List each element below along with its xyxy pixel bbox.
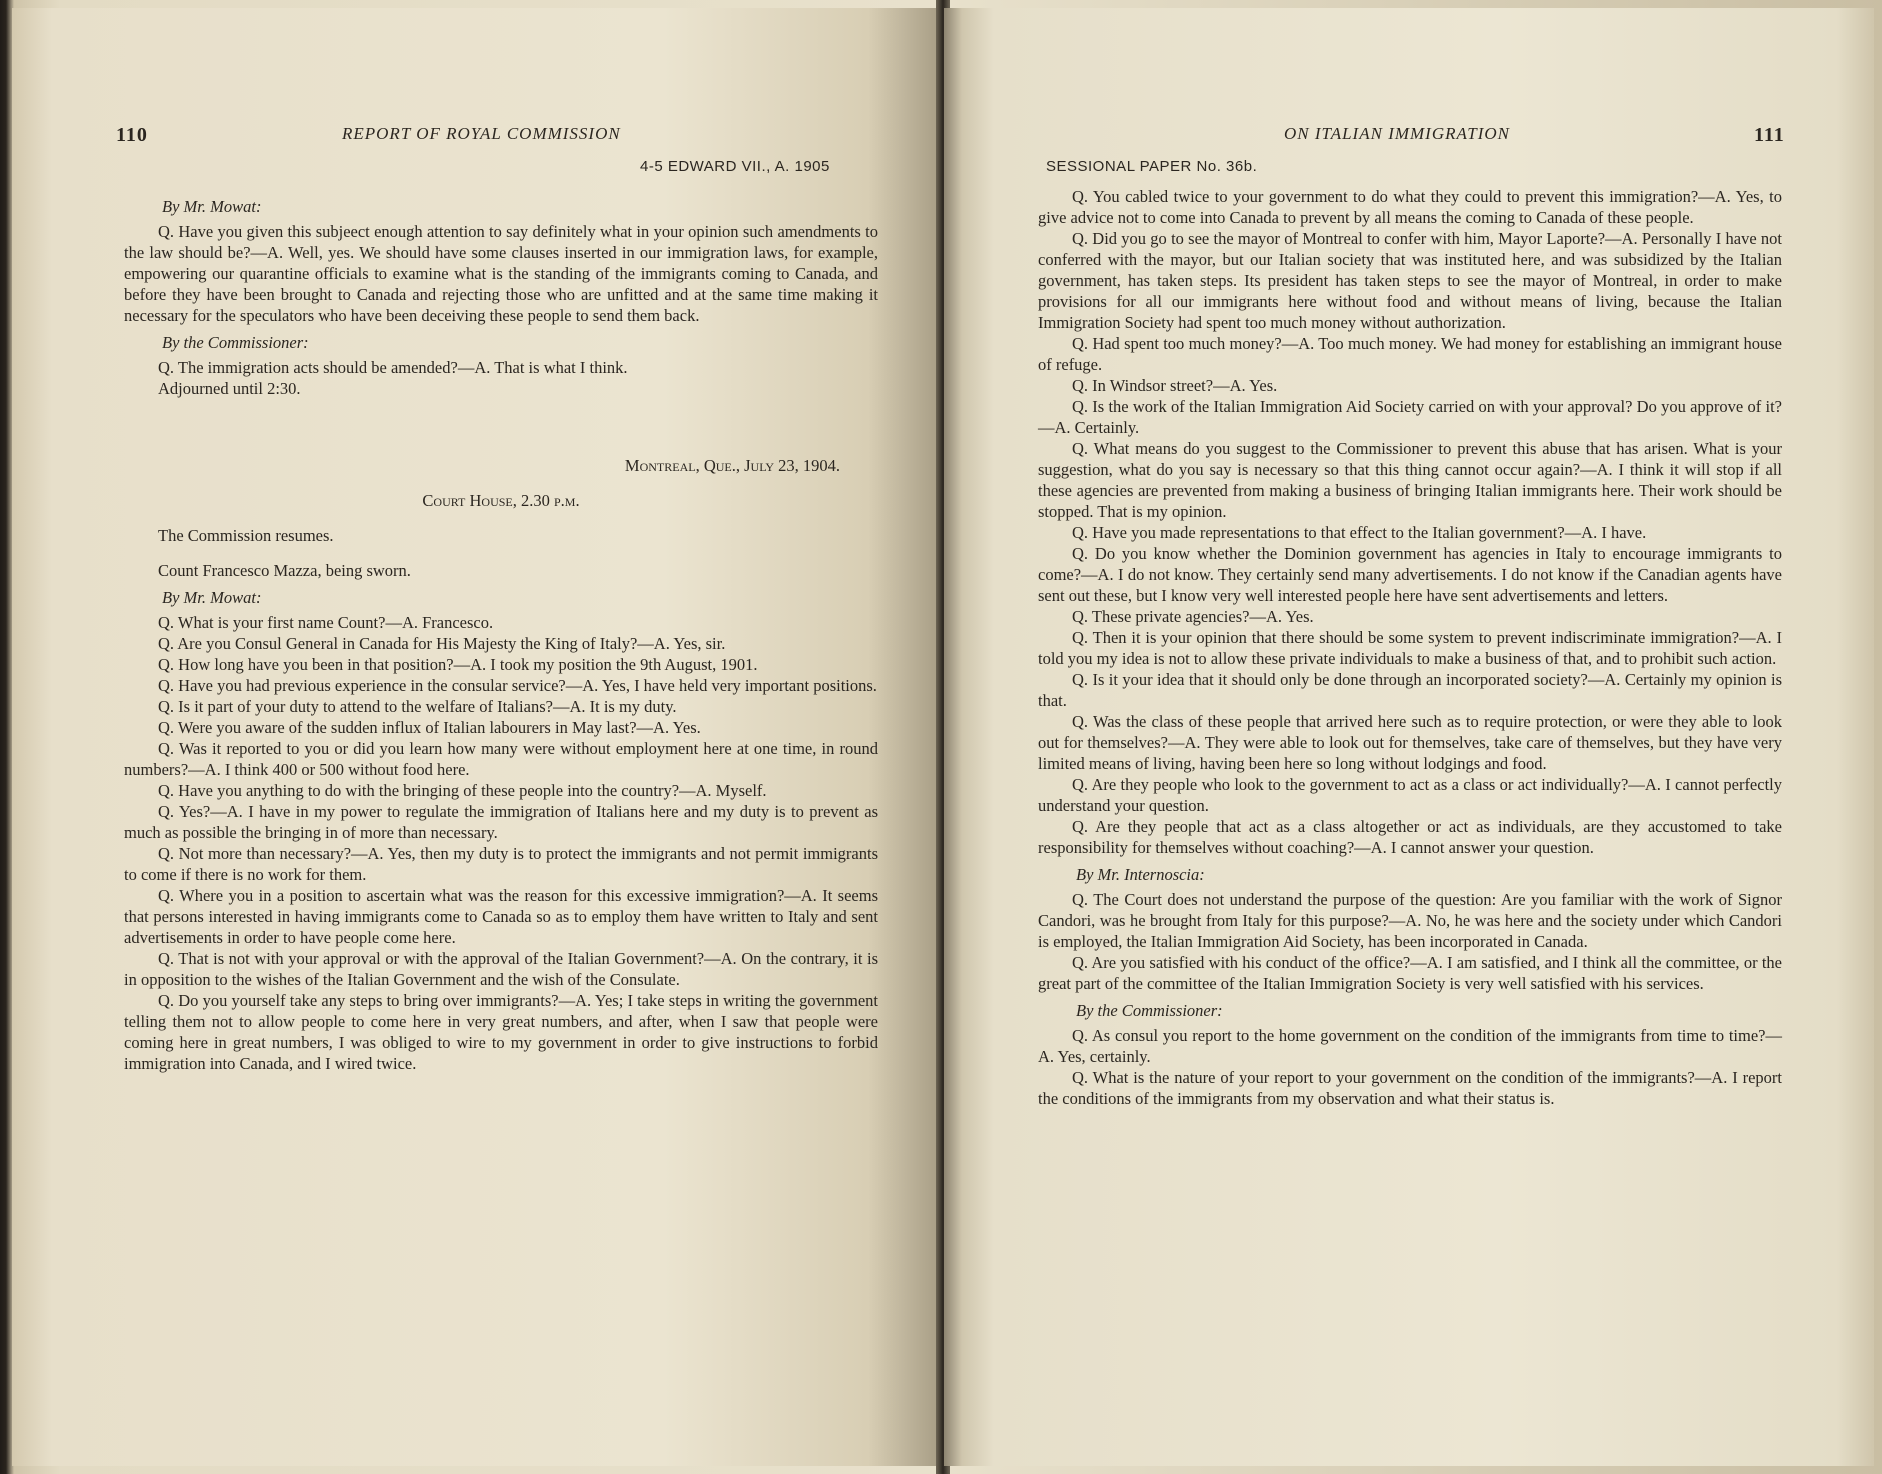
testimony-paragraph: The Commission resumes. [158,526,334,545]
testimony-paragraph: Q. Where you in a position to ascertain what was the reason for this excessive immigration?—A. It seems that persons interested in having immigrants come to Canada so as to employ them have written to Italy and sent advertisements in order to have people come here. [124,886,878,947]
examiner-heading: By Mr. Internoscia: [1076,865,1205,884]
spacer [124,427,878,441]
running-head: REPORT OF ROYAL COMMISSION [342,124,621,143]
dateline: Montreal, Que., July 23, 1904. [624,456,840,475]
testimony-paragraph: Adjourned until 2:30. [158,379,301,398]
testimony-paragraph: Q. What is your first name Count?—A. Francesco. [158,613,494,632]
testimony-paragraph: Q. What is the nature of your report to your government on the condition of the immigrants?—A. I report the conditions of the immigrants from my observation and what their status is. [1038,1068,1782,1108]
session-label: 4-5 EDWARD VII., A. 1905 [640,158,830,175]
testimony-paragraph: Q. Is the work of the Italian Immigration Aid Society carried on with your approval? Do you approve of it?—A. Certainly. [1038,397,1782,437]
spacer [124,413,878,427]
testimony-paragraph: Q. As consul you report to the home government on the condition of the immigrants from time to time?—A. Yes, certainly. [1038,1026,1782,1066]
session-label: SESSIONAL PAPER No. 36b. [1046,158,1258,175]
testimony-paragraph: Q. The immigration acts should be amended?—A. That is what I think. [158,358,628,377]
examiner-heading: By Mr. Mowat: [162,588,262,607]
page-body [124,190,878,1074]
spacer [124,441,878,455]
testimony-paragraph: Q. Are you satisfied with his conduct of the office?—A. I am satisfied, and I think all the committee, or the great part of the committee of the Italian Immigration Society is very well satisfied with his services. [1038,953,1782,993]
running-head: ON ITALIAN IMMIGRATION [1284,124,1510,143]
testimony-paragraph: Q. Are they people that act as a class altogether or act as individuals, are they accustomed to take responsibility for themselves without coaching?—A. I cannot answer your question. [1038,817,1782,857]
left-page [12,8,942,1466]
examiner-heading: By the Commissioner: [162,333,309,352]
testimony-paragraph: Q. Did you go to see the mayor of Montreal to confer with him, Mayor Laporte?—A. Personally I have not conferred with the mayor, but our Italian society that was instituted here, and was subsidized by the Italian government, has taken steps. Its president has taken steps to see the mayor of Montreal, in order to make provisions for all our immigrants here without food and without means of living, because the Italian Immigration Society had spent too much money without authorization. [1038,229,1782,332]
testimony-paragraph: Q. Not more than necessary?—A. Yes, then my duty is to protect the immigrants and not permit immigrants to come if there is no work for them. [124,844,878,884]
spacer [124,476,878,490]
testimony-paragraph: Q. In Windsor street?—A. Yes. [1072,376,1278,395]
testimony-paragraph: Q. Was the class of these people that arrived here such as to require protection, or were they able to look out for themselves?—A. They were able to look out for themselves, take care of themselves, but they have very limited means of living, having been here so long without lodgings and food. [1038,712,1782,773]
page-number: 110 [116,124,148,146]
spacer [124,399,878,413]
testimony-paragraph: Q. Have you made representations to that effect to the Italian government?—A. I have. [1072,523,1647,542]
testimony-paragraph: Q. Is it your idea that it should only be done through an incorporated society?—A. Certainly my opinion is that. [1038,670,1782,710]
testimony-paragraph: Q. These private agencies?—A. Yes. [1072,607,1314,626]
testimony-paragraph: Q. Have you anything to do with the bringing of these people into the country?—A. Myself. [158,781,767,800]
testimony-paragraph: Q. Is it part of your duty to attend to the welfare of Italians?—A. It is my duty. [158,697,677,716]
testimony-paragraph: Q. Have you had previous experience in the consular service?—A. Yes, I have held very important positions. [158,676,877,695]
testimony-paragraph: Q. Yes?—A. I have in my power to regulate the immigration of Italians here and my duty is to prevent as much as possible the bringing in of more than necessary. [124,802,878,842]
testimony-paragraph: Q. Was it reported to you or did you learn how many were without employment here at one time, in round numbers?—A. I think 400 or 500 without food here. [124,739,878,779]
page-body [1038,186,1782,1109]
session-location: Court House, 2.30 p.m. [422,491,580,510]
testimony-paragraph: Q. How long have you been in that position?—A. I took my position the 9th August, 1901. [158,655,758,674]
testimony-paragraph: Q. Do you know whether the Dominion government has agencies in Italy to encourage immigrants to come?—A. I do not know. They certainly send many advertisements. I do not know if the Canadian agents have sent out these, but I know very well interested people here have sent advertisements and letters. [1038,544,1782,605]
testimony-paragraph: Q. Were you aware of the sudden influx of Italian labourers in May last?—A. Yes. [158,718,701,737]
testimony-paragraph: Q. The Court does not understand the purpose of the question: Are you familiar with the work of Signor Candori, was he brought from Italy for this purpose?—A. No, he was here and the society under which Candori is employed, the Italian Immigration Aid Society, has been incorporated in Canada. [1038,890,1782,951]
testimony-paragraph: Q. Are you Consul General in Canada for His Majesty the King of Italy?—A. Yes, sir. [158,634,726,653]
testimony-paragraph: Q. Are they people who look to the government to act as a class or act individually?—A. I cannot perfectly understand your question. [1038,775,1782,815]
testimony-paragraph: Q. Have you given this subjeect enough attention to say definitely what in your opinion such amendments to the law should be?—A. Well, yes. We should have some clauses inserted in our immigration laws, for example, empowering our quarantine officials to examine what is the standing of the immigrants coming to Canada, and before they have been brought to Canada and rejecting those who are unfitted and at the same time making it necessary for the speculators who have been deceiving these people to send them back. [124,222,878,325]
testimony-paragraph: Q. Had spent too much money?—A. Too much money. We had money for establishing an immigrant house of refuge. [1038,334,1782,374]
right-page [944,8,1874,1466]
spacer [124,511,878,525]
testimony-paragraph: Count Francesco Mazza, being sworn. [158,561,411,580]
page-number: 111 [1754,124,1785,146]
testimony-paragraph: Q. That is not with your approval or with the approval of the Italian Government?—A. On the contrary, it is in opposition to the wishes of the Italian Government and the wish of the Consulate. [124,949,878,989]
examiner-heading: By Mr. Mowat: [162,197,262,216]
examiner-heading: By the Commissioner: [1076,1001,1223,1020]
testimony-paragraph: Q. What means do you suggest to the Commissioner to prevent this abuse that has arisen. What is your suggestion, what do you say is necessary so that this thing cannot occur again?—A. I think it will stop if all these agencies are prevented from making a business of bringing Italian immigrants here. Their work should be stopped. That is my opinion. [1038,439,1782,521]
spacer [124,546,878,560]
testimony-paragraph: Q. You cabled twice to your government to do what they could to prevent this immigration?—A. Yes, to give advice not to come into Canada to prevent by all means the coming to Canada of these people. [1038,187,1782,227]
testimony-paragraph: Q. Do you yourself take any steps to bring over immigrants?—A. Yes; I take steps in writing the government telling them not to allow people to come here in very great numbers, and after, when I saw that people were coming here in great numbers, I was obliged to wire to my government in order to give instructions to forbid immigration into Canada, and I wired twice. [124,991,878,1073]
testimony-paragraph: Q. Then it is your opinion that there should be some system to prevent indiscriminate immigration?—A. I told you my idea is not to allow these private individuals to make a business of that, and to prohibit such action. [1038,628,1782,668]
